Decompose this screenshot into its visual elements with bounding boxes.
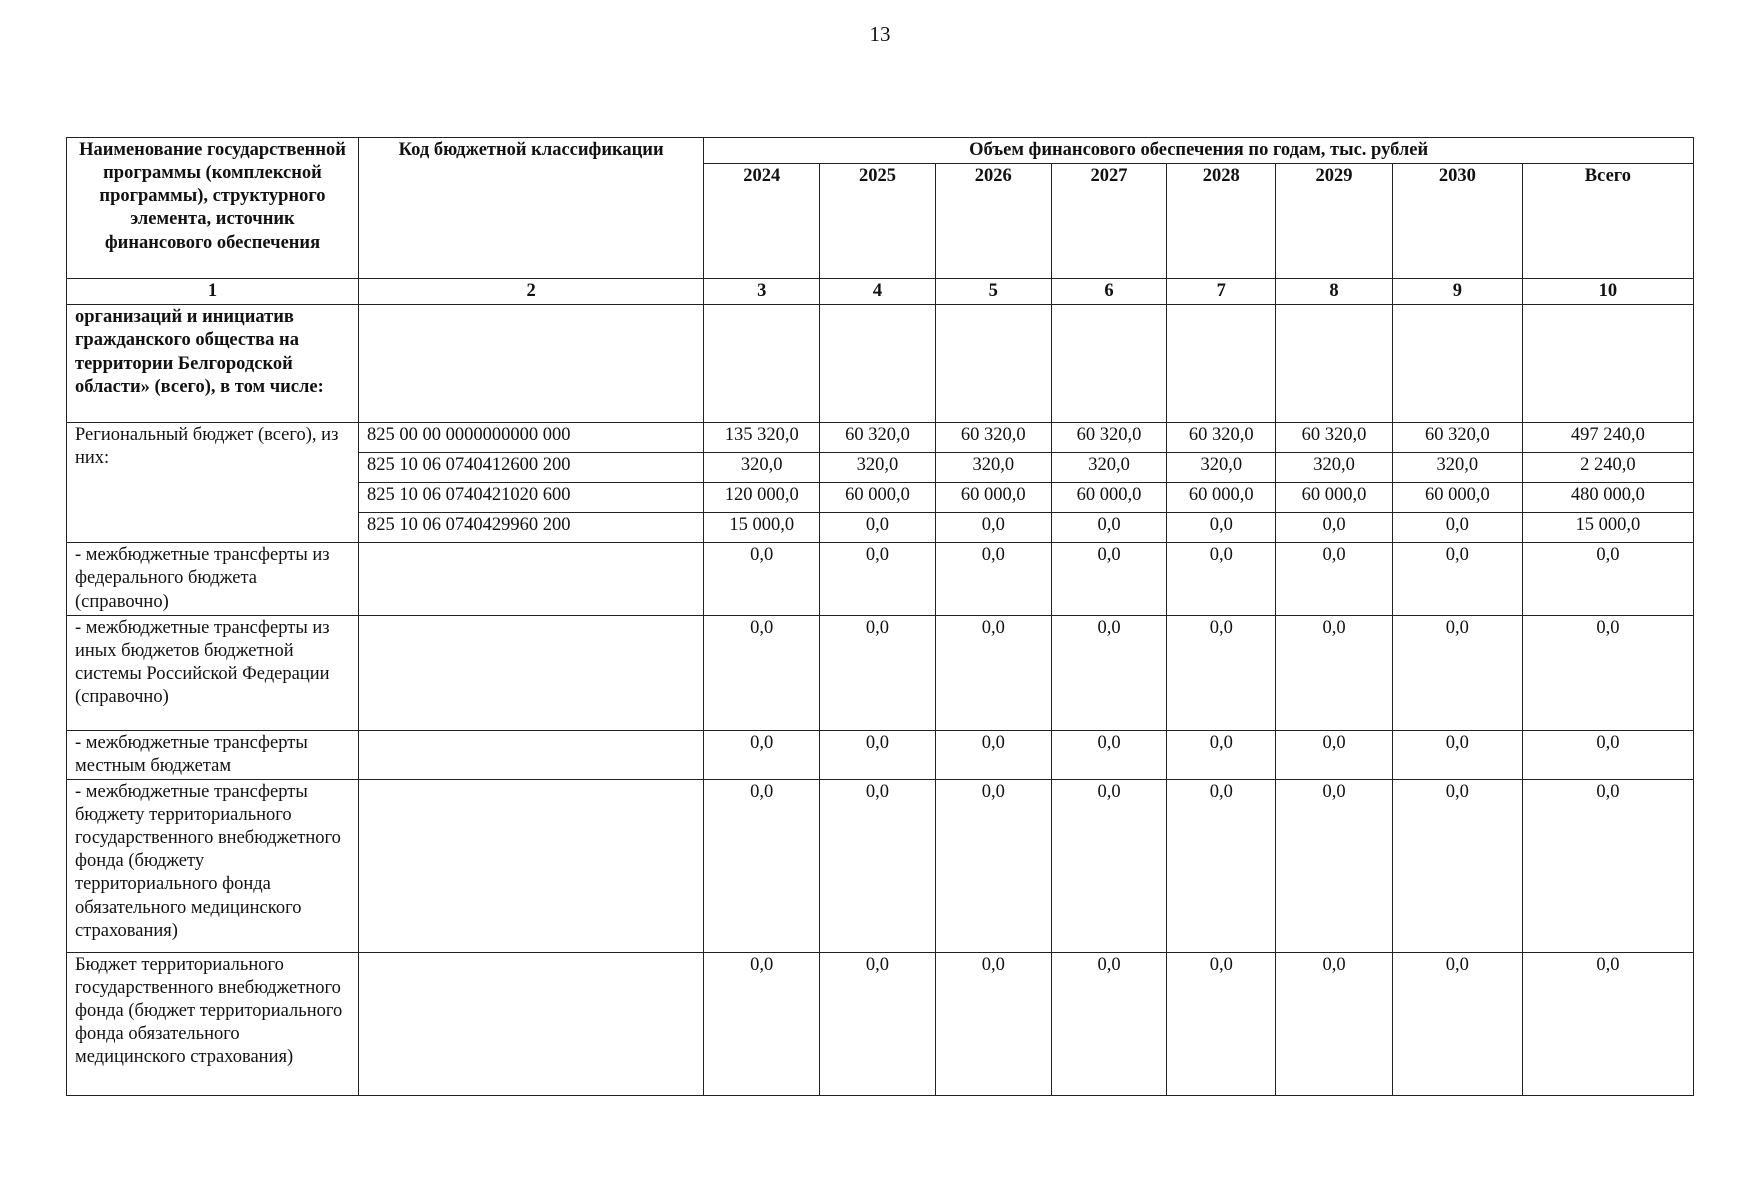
total-cell: 480 000,0 <box>1522 483 1693 513</box>
budget-code <box>358 730 703 779</box>
value-cell: 60 000,0 <box>1167 483 1276 513</box>
federal-transfers-name: - межбюджетные трансферты из федерального бюджета (справочно) <box>67 543 359 615</box>
budget-code: 825 10 06 0740429960 200 <box>358 513 703 543</box>
program-name: организаций и инициатив гражданского общества на территории Белгородской области» (всего), в том числе: <box>67 305 359 423</box>
total-cell: 0,0 <box>1522 730 1693 779</box>
header-code: Код бюджетной классификации <box>358 138 703 279</box>
value-cell: 0,0 <box>704 543 820 615</box>
empty-cell <box>704 305 820 423</box>
value-cell: 0,0 <box>1051 615 1167 730</box>
value-cell: 0,0 <box>704 779 820 952</box>
total-cell: 497 240,0 <box>1522 423 1693 453</box>
other-transfers-name: - межбюджетные трансферты из иных бюджетов бюджетной системы Российской Федерации (справочно) <box>67 615 359 730</box>
value-cell: 0,0 <box>1167 543 1276 615</box>
value-cell: 135 320,0 <box>704 423 820 453</box>
value-cell: 0,0 <box>704 730 820 779</box>
value-cell: 0,0 <box>1392 615 1522 730</box>
value-cell: 60 320,0 <box>1051 423 1167 453</box>
value-cell: 60 320,0 <box>1392 423 1522 453</box>
fund-budget-name: Бюджет территориального государственного внебюджетного фонда (бюджет территориального фонда обязательного медицинского страхования) <box>67 952 359 1095</box>
table-row <box>67 305 1694 423</box>
value-cell: 320,0 <box>935 453 1051 483</box>
year-header: 2027 <box>1051 164 1167 279</box>
value-cell: 60 000,0 <box>1276 483 1393 513</box>
value-cell: 0,0 <box>1051 543 1167 615</box>
value-cell: 0,0 <box>1167 952 1276 1095</box>
budget-code <box>358 543 703 615</box>
value-cell: 0,0 <box>1167 779 1276 952</box>
empty-cell <box>935 305 1051 423</box>
value-cell: 0,0 <box>820 543 936 615</box>
column-number: 8 <box>1276 279 1393 305</box>
budget-code: 825 10 06 0740412600 200 <box>358 453 703 483</box>
year-header: 2029 <box>1276 164 1393 279</box>
year-header: 2025 <box>820 164 936 279</box>
value-cell: 0,0 <box>1276 543 1393 615</box>
column-number: 10 <box>1522 279 1693 305</box>
value-cell: 0,0 <box>1167 730 1276 779</box>
value-cell: 60 000,0 <box>935 483 1051 513</box>
value-cell: 0,0 <box>935 513 1051 543</box>
value-cell: 0,0 <box>935 543 1051 615</box>
empty-cell <box>1522 305 1693 423</box>
value-cell: 320,0 <box>1392 453 1522 483</box>
column-number: 2 <box>358 279 703 305</box>
value-cell: 60 000,0 <box>1392 483 1522 513</box>
value-cell: 0,0 <box>820 615 936 730</box>
page-number: 13 <box>869 22 891 46</box>
header-volume: Объем финансового обеспечения по годам, тыс. рублей <box>704 138 1694 164</box>
column-numbers-row <box>67 279 1694 305</box>
value-cell: 0,0 <box>820 730 936 779</box>
value-cell: 0,0 <box>704 615 820 730</box>
value-cell: 60 320,0 <box>820 423 936 453</box>
value-cell: 0,0 <box>1167 513 1276 543</box>
value-cell: 120 000,0 <box>704 483 820 513</box>
value-cell: 60 320,0 <box>1276 423 1393 453</box>
financing-table <box>66 137 1694 1096</box>
budget-code: 825 10 06 0740421020 600 <box>358 483 703 513</box>
total-cell: 0,0 <box>1522 543 1693 615</box>
value-cell: 0,0 <box>1051 779 1167 952</box>
value-cell: 320,0 <box>1167 453 1276 483</box>
total-cell: 0,0 <box>1522 615 1693 730</box>
budget-code <box>358 615 703 730</box>
value-cell: 0,0 <box>1051 730 1167 779</box>
table-row <box>67 543 1694 615</box>
column-number: 1 <box>67 279 359 305</box>
table-row <box>67 779 1694 952</box>
local-transfers-name: - межбюджетные трансферты местным бюджетам <box>67 730 359 779</box>
value-cell: 0,0 <box>704 952 820 1095</box>
value-cell: 0,0 <box>1392 730 1522 779</box>
total-cell: 0,0 <box>1522 952 1693 1095</box>
table-row <box>67 730 1694 779</box>
value-cell: 320,0 <box>820 453 936 483</box>
value-cell: 0,0 <box>1392 779 1522 952</box>
value-cell: 0,0 <box>1167 615 1276 730</box>
value-cell: 60 320,0 <box>935 423 1051 453</box>
value-cell: 0,0 <box>1276 779 1393 952</box>
column-number: 3 <box>704 279 820 305</box>
total-header: Всего <box>1522 164 1693 279</box>
budget-code <box>358 952 703 1095</box>
value-cell: 0,0 <box>1276 730 1393 779</box>
table-row <box>67 952 1694 1095</box>
value-cell: 0,0 <box>1051 513 1167 543</box>
value-cell: 0,0 <box>1276 513 1393 543</box>
value-cell: 0,0 <box>820 952 936 1095</box>
value-cell: 0,0 <box>1392 543 1522 615</box>
year-header: 2030 <box>1392 164 1522 279</box>
empty-cell <box>1276 305 1393 423</box>
column-number: 5 <box>935 279 1051 305</box>
value-cell: 0,0 <box>820 513 936 543</box>
header-row <box>67 138 1694 164</box>
empty-cell <box>358 305 703 423</box>
value-cell: 0,0 <box>1392 513 1522 543</box>
year-header: 2028 <box>1167 164 1276 279</box>
value-cell: 0,0 <box>1051 952 1167 1095</box>
column-number: 4 <box>820 279 936 305</box>
header-name: Наименование государственной программы (комплексной программы), структурного элемента, источник финансового обеспечения <box>67 138 359 279</box>
value-cell: 15 000,0 <box>704 513 820 543</box>
value-cell: 0,0 <box>820 779 936 952</box>
value-cell: 0,0 <box>935 615 1051 730</box>
column-number: 6 <box>1051 279 1167 305</box>
empty-cell <box>1051 305 1167 423</box>
value-cell: 60 000,0 <box>1051 483 1167 513</box>
value-cell: 0,0 <box>1276 615 1393 730</box>
value-cell: 0,0 <box>1276 952 1393 1095</box>
value-cell: 0,0 <box>1392 952 1522 1095</box>
column-number: 9 <box>1392 279 1522 305</box>
empty-cell <box>1167 305 1276 423</box>
column-number: 7 <box>1167 279 1276 305</box>
total-cell: 15 000,0 <box>1522 513 1693 543</box>
value-cell: 320,0 <box>1276 453 1393 483</box>
value-cell: 0,0 <box>935 779 1051 952</box>
fund-transfers-name: - межбюджетные трансферты бюджету территориального государственного внебюджетного фонда (бюджету территориального фонда обязательного медицинского страхования) <box>67 779 359 952</box>
total-cell: 2 240,0 <box>1522 453 1693 483</box>
value-cell: 0,0 <box>935 730 1051 779</box>
empty-cell <box>820 305 936 423</box>
budget-code <box>358 779 703 952</box>
value-cell: 60 320,0 <box>1167 423 1276 453</box>
empty-cell <box>1392 305 1522 423</box>
total-cell: 0,0 <box>1522 779 1693 952</box>
value-cell: 60 000,0 <box>820 483 936 513</box>
table-row <box>67 615 1694 730</box>
value-cell: 320,0 <box>1051 453 1167 483</box>
budget-code: 825 00 00 0000000000 000 <box>358 423 703 453</box>
year-header: 2026 <box>935 164 1051 279</box>
value-cell: 320,0 <box>704 453 820 483</box>
value-cell: 0,0 <box>935 952 1051 1095</box>
table-row <box>67 423 1694 453</box>
year-header: 2024 <box>704 164 820 279</box>
regional-budget-name: Региональный бюджет (всего), из них: <box>67 423 359 543</box>
